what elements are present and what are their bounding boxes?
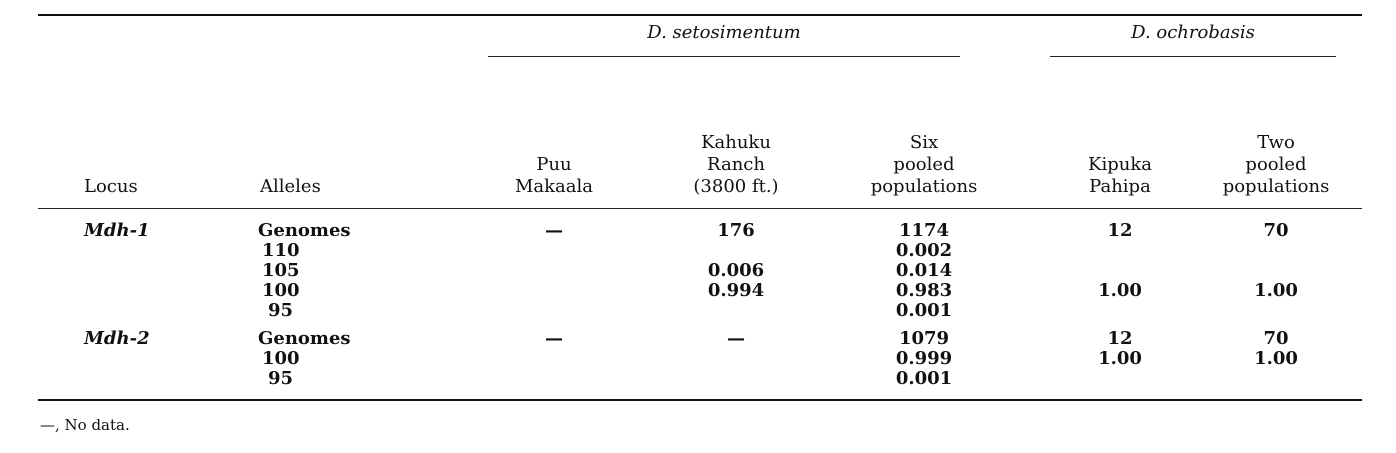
top-rule xyxy=(38,14,1362,16)
cell-six-pooled: 0.014 xyxy=(895,260,953,281)
cell-puu-makaala: — xyxy=(545,328,563,349)
cell-six-pooled: 1079 xyxy=(898,328,950,349)
cell-locus: Mdh-2 xyxy=(84,328,150,349)
header-rule xyxy=(38,208,1362,209)
cell-allele: 105 xyxy=(262,260,300,281)
cell-allele: Genomes xyxy=(258,220,351,241)
column-header-puu-makaala: Puu Makaala xyxy=(514,154,594,197)
group-header-setosimentum xyxy=(488,22,960,43)
cell-kipuka-pahipa: 1.00 xyxy=(1098,348,1142,369)
group-title-ochrobasis: D. ochrobasis xyxy=(1131,22,1255,43)
cell-locus: Mdh-1 xyxy=(84,220,150,241)
bottom-rule xyxy=(38,399,1362,401)
cell-allele: 110 xyxy=(262,240,300,261)
cell-kahuku-ranch: — xyxy=(727,328,745,349)
cell-allele: Genomes xyxy=(258,328,351,349)
cell-two-pooled: 1.00 xyxy=(1254,348,1298,369)
cell-kahuku-ranch: 0.994 xyxy=(707,280,765,301)
group-header-ochrobasis xyxy=(1050,22,1336,43)
column-header-kipuka-pahipa: Kipuka Pahipa xyxy=(1088,154,1152,197)
group-title-setosimentum: D. setosimentum xyxy=(647,22,801,43)
group-rule-ochrobasis xyxy=(1050,56,1336,57)
column-header-alleles: Alleles xyxy=(260,176,321,197)
group-rule-setosimentum xyxy=(488,56,960,57)
cell-puu-makaala: — xyxy=(545,220,563,241)
cell-six-pooled: 0.002 xyxy=(895,240,953,261)
column-header-six-pooled: Six pooled populations xyxy=(870,132,978,197)
cell-six-pooled: 0.983 xyxy=(895,280,953,301)
cell-kahuku-ranch: 176 xyxy=(717,220,755,241)
cell-allele: 100 xyxy=(262,348,300,369)
cell-kahuku-ranch: 0.006 xyxy=(707,260,765,281)
cell-kipuka-pahipa: 1.00 xyxy=(1098,280,1142,301)
cell-allele: 100 xyxy=(262,280,300,301)
cell-two-pooled: 70 xyxy=(1263,220,1289,241)
cell-two-pooled: 1.00 xyxy=(1254,280,1298,301)
cell-kipuka-pahipa: 12 xyxy=(1107,328,1133,349)
column-header-locus: Locus xyxy=(84,176,138,197)
cell-allele: 95 xyxy=(268,368,294,389)
cell-allele: 95 xyxy=(268,300,294,321)
column-header-kahuku-ranch: Kahuku Ranch (3800 ft.) xyxy=(693,132,779,197)
cell-six-pooled: 0.001 xyxy=(895,300,953,321)
cell-six-pooled: 0.001 xyxy=(895,368,953,389)
table-footnote: —, No data. xyxy=(40,416,130,434)
cell-two-pooled: 70 xyxy=(1263,328,1289,349)
cell-six-pooled: 1174 xyxy=(898,220,950,241)
cell-kipuka-pahipa: 12 xyxy=(1107,220,1133,241)
column-header-two-pooled: Two pooled populations xyxy=(1222,132,1330,197)
cell-six-pooled: 0.999 xyxy=(895,348,953,369)
